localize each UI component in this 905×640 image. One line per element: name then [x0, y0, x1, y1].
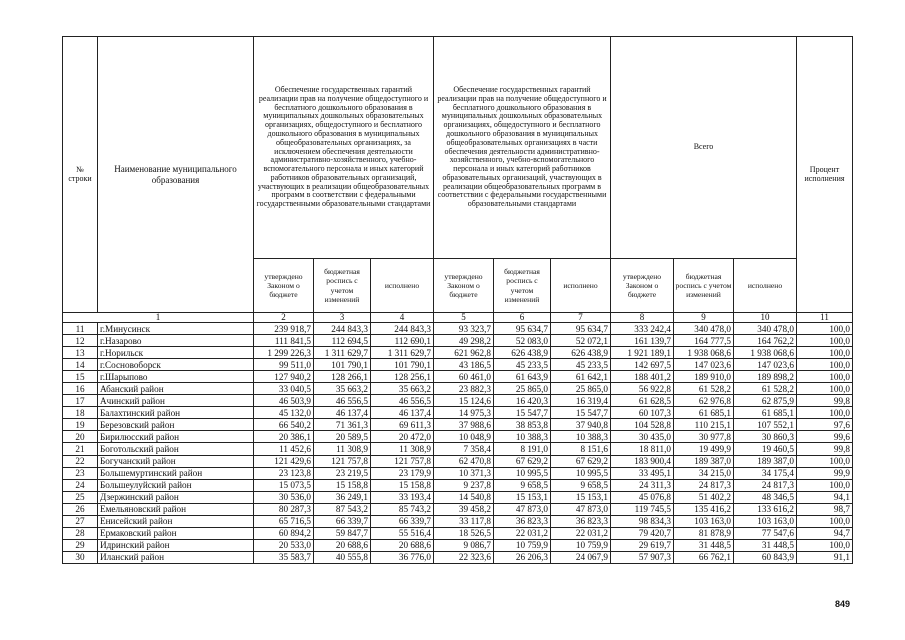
municipality-name-cell: Идринский район	[98, 539, 254, 551]
amount-cell: 103 163,0	[734, 515, 797, 527]
amount-cell: 22 031,2	[494, 527, 551, 539]
amount-cell: 37 988,6	[434, 419, 494, 431]
sub-budget-3: бюджетная роспись с учетом изменений	[674, 259, 734, 313]
amount-cell: 67 629,2	[494, 455, 551, 467]
amount-cell: 23 179,9	[371, 467, 434, 479]
municipality-name-cell: г.Назарово	[98, 335, 254, 347]
amount-cell: 35 583,7	[254, 551, 314, 563]
amount-cell: 45 233,5	[494, 359, 551, 371]
table-row	[63, 467, 853, 479]
header-group-total: Всего	[611, 37, 797, 259]
municipality-name-cell: Балахтинский район	[98, 407, 254, 419]
percent-cell: 100,0	[797, 479, 853, 491]
amount-cell: 25 865,0	[494, 383, 551, 395]
amount-cell: 77 547,6	[734, 527, 797, 539]
amount-cell: 39 458,2	[434, 503, 494, 515]
amount-cell: 244 843,3	[371, 323, 434, 335]
amount-cell: 128 266,1	[314, 371, 371, 383]
amount-cell: 56 922,8	[611, 383, 674, 395]
table-row	[63, 515, 853, 527]
amount-cell: 45 076,8	[611, 491, 674, 503]
row-number-cell: 16	[63, 383, 98, 395]
percent-cell: 99,8	[797, 443, 853, 455]
percent-cell: 100,0	[797, 359, 853, 371]
amount-cell: 24 067,9	[551, 551, 611, 563]
amount-cell: 9 086,7	[434, 539, 494, 551]
amount-cell: 35 663,2	[314, 383, 371, 395]
percent-cell: 100,0	[797, 455, 853, 467]
amount-cell: 626 438,9	[494, 347, 551, 359]
amount-cell: 189 387,0	[734, 455, 797, 467]
amount-cell: 101 790,1	[371, 359, 434, 371]
sub-executed-2: исполнено	[551, 259, 611, 313]
amount-cell: 33 495,1	[611, 467, 674, 479]
amount-cell: 61 685,1	[674, 407, 734, 419]
row-number-cell: 28	[63, 527, 98, 539]
amount-cell: 37 940,8	[551, 419, 611, 431]
municipality-name-cell: Иланский район	[98, 551, 254, 563]
amount-cell: 30 977,8	[674, 431, 734, 443]
amount-cell: 45 233,5	[551, 359, 611, 371]
amount-cell: 164 762,2	[734, 335, 797, 347]
percent-cell: 94,7	[797, 527, 853, 539]
table-row	[63, 551, 853, 563]
amount-cell: 20 472,0	[371, 431, 434, 443]
table-row	[63, 419, 853, 431]
amount-cell: 104 528,8	[611, 419, 674, 431]
amount-cell: 183 900,4	[611, 455, 674, 467]
amount-cell: 189 387,0	[674, 455, 734, 467]
amount-cell: 1 938 068,6	[674, 347, 734, 359]
municipality-name-cell: г.Шарыпово	[98, 371, 254, 383]
table-row	[63, 347, 853, 359]
amount-cell: 81 878,9	[674, 527, 734, 539]
amount-cell: 46 137,4	[314, 407, 371, 419]
amount-cell: 147 023,6	[734, 359, 797, 371]
amount-cell: 66 339,7	[371, 515, 434, 527]
amount-cell: 26 206,3	[494, 551, 551, 563]
amount-cell: 16 420,3	[494, 395, 551, 407]
amount-cell: 57 907,3	[611, 551, 674, 563]
amount-cell: 22 323,6	[434, 551, 494, 563]
percent-cell: 100,0	[797, 515, 853, 527]
row-number-cell: 17	[63, 395, 98, 407]
amount-cell: 1 921 189,1	[611, 347, 674, 359]
table-row	[63, 443, 853, 455]
amount-cell: 142 697,5	[611, 359, 674, 371]
amount-cell: 33 040,5	[254, 383, 314, 395]
percent-cell: 100,0	[797, 335, 853, 347]
sub-budget-1: бюджетная роспись с учетом изменений	[314, 259, 371, 313]
amount-cell: 111 841,5	[254, 335, 314, 347]
percent-cell: 100,0	[797, 347, 853, 359]
municipality-name-cell: г.Сосновоборск	[98, 359, 254, 371]
amount-cell: 9 658,5	[494, 479, 551, 491]
sub-approved-1: утверждено Законом о бюджете	[254, 259, 314, 313]
amount-cell: 31 448,5	[674, 539, 734, 551]
amount-cell: 18 526,5	[434, 527, 494, 539]
amount-cell: 147 023,6	[674, 359, 734, 371]
amount-cell: 244 843,3	[314, 323, 371, 335]
amount-cell: 66 540,2	[254, 419, 314, 431]
percent-cell: 99,6	[797, 431, 853, 443]
sub-budget-2: бюджетная роспись с учетом изменений	[494, 259, 551, 313]
amount-cell: 133 616,2	[734, 503, 797, 515]
amount-cell: 1 311 629,7	[371, 347, 434, 359]
col-number: 3	[314, 313, 371, 323]
percent-cell: 91,1	[797, 551, 853, 563]
amount-cell: 8 191,0	[494, 443, 551, 455]
percent-cell: 100,0	[797, 407, 853, 419]
amount-cell: 62 875,9	[734, 395, 797, 407]
municipality-name-cell: Енисейский район	[98, 515, 254, 527]
amount-cell: 15 073,5	[254, 479, 314, 491]
amount-cell: 161 139,7	[611, 335, 674, 347]
amount-cell: 119 745,5	[611, 503, 674, 515]
municipality-name-cell: Бирилюсский район	[98, 431, 254, 443]
amount-cell: 9 658,5	[551, 479, 611, 491]
amount-cell: 43 186,5	[434, 359, 494, 371]
amount-cell: 36 823,3	[551, 515, 611, 527]
table-row	[63, 335, 853, 347]
amount-cell: 29 619,7	[611, 539, 674, 551]
sub-executed-3: исполнено	[734, 259, 797, 313]
header-name: Наименование муниципального образования	[98, 37, 254, 313]
row-number-cell: 26	[63, 503, 98, 515]
amount-cell: 46 556,5	[371, 395, 434, 407]
table-row	[63, 479, 853, 491]
row-number-cell: 14	[63, 359, 98, 371]
amount-cell: 11 308,9	[314, 443, 371, 455]
amount-cell: 46 556,5	[314, 395, 371, 407]
amount-cell: 55 516,4	[371, 527, 434, 539]
row-number-cell: 29	[63, 539, 98, 551]
header-percent: Процент исполнения	[797, 37, 853, 313]
amount-cell: 25 865,0	[551, 383, 611, 395]
amount-cell: 20 589,5	[314, 431, 371, 443]
amount-cell: 60 843,9	[734, 551, 797, 563]
amount-cell: 62 976,8	[674, 395, 734, 407]
amount-cell: 66 762,1	[674, 551, 734, 563]
amount-cell: 93 323,7	[434, 323, 494, 335]
percent-cell: 100,0	[797, 383, 853, 395]
row-number-cell: 22	[63, 455, 98, 467]
col-number: 4	[371, 313, 434, 323]
amount-cell: 38 853,8	[494, 419, 551, 431]
amount-cell: 79 420,7	[611, 527, 674, 539]
municipality-name-cell: г.Норильск	[98, 347, 254, 359]
amount-cell: 98 834,3	[611, 515, 674, 527]
amount-cell: 46 503,9	[254, 395, 314, 407]
amount-cell: 188 401,2	[611, 371, 674, 383]
amount-cell: 15 547,7	[551, 407, 611, 419]
table-row	[63, 371, 853, 383]
amount-cell: 112 694,5	[314, 335, 371, 347]
col-number: 5	[434, 313, 494, 323]
amount-cell: 36 823,3	[494, 515, 551, 527]
amount-cell: 61 628,5	[611, 395, 674, 407]
amount-cell: 59 847,7	[314, 527, 371, 539]
municipality-name-cell: Большеулуйский район	[98, 479, 254, 491]
amount-cell: 1 299 226,3	[254, 347, 314, 359]
amount-cell: 61 643,9	[494, 371, 551, 383]
amount-cell: 110 215,1	[674, 419, 734, 431]
amount-cell: 23 219,5	[314, 467, 371, 479]
amount-cell: 61 528,2	[734, 383, 797, 395]
amount-cell: 51 402,2	[674, 491, 734, 503]
amount-cell: 36 249,1	[314, 491, 371, 503]
col-number: 2	[254, 313, 314, 323]
amount-cell: 9 237,8	[434, 479, 494, 491]
row-number-cell: 21	[63, 443, 98, 455]
amount-cell: 15 547,7	[494, 407, 551, 419]
amount-cell: 340 478,0	[674, 323, 734, 335]
amount-cell: 67 629,2	[551, 455, 611, 467]
amount-cell: 40 555,8	[314, 551, 371, 563]
amount-cell: 33 193,4	[371, 491, 434, 503]
table-row	[63, 503, 853, 515]
municipality-name-cell: Богучанский район	[98, 455, 254, 467]
municipality-name-cell: г.Минусинск	[98, 323, 254, 335]
table-row	[63, 539, 853, 551]
col-number: 11	[797, 313, 853, 323]
amount-cell: 45 132,0	[254, 407, 314, 419]
amount-cell: 69 611,3	[371, 419, 434, 431]
amount-cell: 15 153,1	[494, 491, 551, 503]
row-number-cell: 24	[63, 479, 98, 491]
table-row	[63, 395, 853, 407]
amount-cell: 87 543,2	[314, 503, 371, 515]
amount-cell: 19 460,5	[734, 443, 797, 455]
amount-cell: 121 429,6	[254, 455, 314, 467]
percent-cell: 100,0	[797, 539, 853, 551]
table-row	[63, 407, 853, 419]
amount-cell: 103 163,0	[674, 515, 734, 527]
municipality-name-cell: Большемуртинский район	[98, 467, 254, 479]
amount-cell: 107 552,1	[734, 419, 797, 431]
amount-cell: 10 371,3	[434, 467, 494, 479]
municipality-name-cell: Ермаковский район	[98, 527, 254, 539]
percent-cell: 97,6	[797, 419, 853, 431]
amount-cell: 20 533,0	[254, 539, 314, 551]
amount-cell: 18 811,0	[611, 443, 674, 455]
amount-cell: 8 151,6	[551, 443, 611, 455]
amount-cell: 20 688,6	[371, 539, 434, 551]
col-number: 9	[674, 313, 734, 323]
amount-cell: 30 536,0	[254, 491, 314, 503]
amount-cell: 15 153,1	[551, 491, 611, 503]
amount-cell: 36 776,0	[371, 551, 434, 563]
table-row	[63, 383, 853, 395]
amount-cell: 1 938 068,6	[734, 347, 797, 359]
amount-cell: 135 416,2	[674, 503, 734, 515]
table-row	[63, 527, 853, 539]
amount-cell: 47 873,0	[551, 503, 611, 515]
amount-cell: 10 759,9	[551, 539, 611, 551]
amount-cell: 10 388,3	[551, 431, 611, 443]
amount-cell: 10 388,3	[494, 431, 551, 443]
header-group-2: Обеспечение государственных гарантий реализации прав на получение общедоступного и бесплатного дошкольного образования в муниципальных дошкольных образовательных организациях, общедоступного и бесплатного дошкольного образования в муниципальных общеобразовательных организациях в части обеспечения деятельности административно-хозяйственного, учебно-вспомогательного персонала и иных категорий работников образовательных организаций, участвующих в реализации общеобразовательных программ в соответствии с федеральными государственными образовательными стандартами	[434, 37, 611, 259]
amount-cell: 626 438,9	[551, 347, 611, 359]
municipality-name-cell: Емельяновский район	[98, 503, 254, 515]
amount-cell: 60 461,0	[434, 371, 494, 383]
percent-cell: 99,9	[797, 467, 853, 479]
table-row	[63, 359, 853, 371]
amount-cell: 10 759,9	[494, 539, 551, 551]
amount-cell: 24 817,3	[734, 479, 797, 491]
table-row	[63, 491, 853, 503]
amount-cell: 11 452,6	[254, 443, 314, 455]
header-group-1: Обеспечение государственных гарантий реализации прав на получение общедоступного и бесплатного дошкольного образования в муниципальных дошкольных образовательных организациях, общедоступного и бесплатного дошкольного образования в муниципальных общеобразовательных организациях, за исключением обеспечения деятельности административно-хозяйственного, учебно-вспомогательного персонала и иных категорий работников образовательных организаций, участвующих в реализации общеобразовательных программ в соответствии с федеральными государственными образовательными стандартами	[254, 37, 434, 259]
amount-cell: 19 499,9	[674, 443, 734, 455]
col-number: 6	[494, 313, 551, 323]
amount-cell: 10 995,5	[551, 467, 611, 479]
amount-cell: 22 031,2	[551, 527, 611, 539]
row-number-cell: 27	[63, 515, 98, 527]
table-row	[63, 323, 853, 335]
amount-cell: 189 898,2	[734, 371, 797, 383]
amount-cell: 333 242,4	[611, 323, 674, 335]
amount-cell: 127 940,2	[254, 371, 314, 383]
municipality-name-cell: Боготольский район	[98, 443, 254, 455]
budget-execution-table	[62, 36, 853, 564]
amount-cell: 15 158,8	[371, 479, 434, 491]
amount-cell: 85 743,2	[371, 503, 434, 515]
amount-cell: 61 642,1	[551, 371, 611, 383]
header-row-no: № строки	[63, 37, 98, 313]
amount-cell: 48 346,5	[734, 491, 797, 503]
amount-cell: 239 918,7	[254, 323, 314, 335]
amount-cell: 11 308,9	[371, 443, 434, 455]
amount-cell: 189 910,0	[674, 371, 734, 383]
amount-cell: 31 448,5	[734, 539, 797, 551]
amount-cell: 95 634,7	[494, 323, 551, 335]
col-number: 10	[734, 313, 797, 323]
amount-cell: 61 685,1	[734, 407, 797, 419]
percent-cell: 100,0	[797, 323, 853, 335]
amount-cell: 47 873,0	[494, 503, 551, 515]
amount-cell: 62 470,8	[434, 455, 494, 467]
amount-cell: 30 435,0	[611, 431, 674, 443]
amount-cell: 65 716,5	[254, 515, 314, 527]
amount-cell: 34 175,4	[734, 467, 797, 479]
amount-cell: 10 995,5	[494, 467, 551, 479]
amount-cell: 23 123,8	[254, 467, 314, 479]
row-number-cell: 13	[63, 347, 98, 359]
amount-cell: 30 860,3	[734, 431, 797, 443]
amount-cell: 46 137,4	[371, 407, 434, 419]
amount-cell: 24 311,3	[611, 479, 674, 491]
amount-cell: 24 817,3	[674, 479, 734, 491]
amount-cell: 121 757,8	[371, 455, 434, 467]
amount-cell: 52 083,0	[494, 335, 551, 347]
percent-cell: 98,7	[797, 503, 853, 515]
amount-cell: 621 962,8	[434, 347, 494, 359]
amount-cell: 66 339,7	[314, 515, 371, 527]
amount-cell: 10 048,9	[434, 431, 494, 443]
amount-cell: 23 882,3	[434, 383, 494, 395]
amount-cell: 164 777,5	[674, 335, 734, 347]
col-number: 8	[611, 313, 674, 323]
amount-cell: 1 311 629,7	[314, 347, 371, 359]
amount-cell: 101 790,1	[314, 359, 371, 371]
percent-cell: 99,8	[797, 395, 853, 407]
sub-executed-1: исполнено	[371, 259, 434, 313]
amount-cell: 112 690,1	[371, 335, 434, 347]
table-body	[63, 323, 853, 564]
percent-cell: 100,0	[797, 371, 853, 383]
amount-cell: 49 298,2	[434, 335, 494, 347]
row-number-cell: 25	[63, 491, 98, 503]
amount-cell: 15 124,6	[434, 395, 494, 407]
col-number: 7	[551, 313, 611, 323]
percent-cell: 94,1	[797, 491, 853, 503]
col-number: 1	[63, 313, 254, 323]
amount-cell: 99 511,0	[254, 359, 314, 371]
amount-cell: 15 158,8	[314, 479, 371, 491]
amount-cell: 52 072,1	[551, 335, 611, 347]
amount-cell: 14 975,3	[434, 407, 494, 419]
amount-cell: 71 361,3	[314, 419, 371, 431]
table-row	[63, 455, 853, 467]
municipality-name-cell: Дзержинский район	[98, 491, 254, 503]
amount-cell: 95 634,7	[551, 323, 611, 335]
amount-cell: 60 107,3	[611, 407, 674, 419]
amount-cell: 20 386,1	[254, 431, 314, 443]
amount-cell: 14 540,8	[434, 491, 494, 503]
amount-cell: 121 757,8	[314, 455, 371, 467]
sub-approved-3: утверждено Законом о бюджете	[611, 259, 674, 313]
amount-cell: 61 528,2	[674, 383, 734, 395]
amount-cell: 20 688,6	[314, 539, 371, 551]
amount-cell: 60 894,2	[254, 527, 314, 539]
row-number-cell: 20	[63, 431, 98, 443]
amount-cell: 7 358,4	[434, 443, 494, 455]
row-number-cell: 30	[63, 551, 98, 563]
row-number-cell: 23	[63, 467, 98, 479]
amount-cell: 16 319,4	[551, 395, 611, 407]
amount-cell: 128 256,1	[371, 371, 434, 383]
row-number-cell: 12	[63, 335, 98, 347]
sub-approved-2: утверждено Законом о бюджете	[434, 259, 494, 313]
municipality-name-cell: Ачинский район	[98, 395, 254, 407]
column-number-row	[63, 313, 853, 323]
row-number-cell: 19	[63, 419, 98, 431]
row-number-cell: 11	[63, 323, 98, 335]
amount-cell: 34 215,0	[674, 467, 734, 479]
municipality-name-cell: Абанский район	[98, 383, 254, 395]
page-number: 849	[835, 599, 851, 609]
amount-cell: 80 287,3	[254, 503, 314, 515]
amount-cell: 33 117,8	[434, 515, 494, 527]
row-number-cell: 15	[63, 371, 98, 383]
amount-cell: 340 478,0	[734, 323, 797, 335]
row-number-cell: 18	[63, 407, 98, 419]
table-row	[63, 431, 853, 443]
municipality-name-cell: Березовский район	[98, 419, 254, 431]
amount-cell: 35 663,2	[371, 383, 434, 395]
header-row-main	[63, 37, 853, 259]
